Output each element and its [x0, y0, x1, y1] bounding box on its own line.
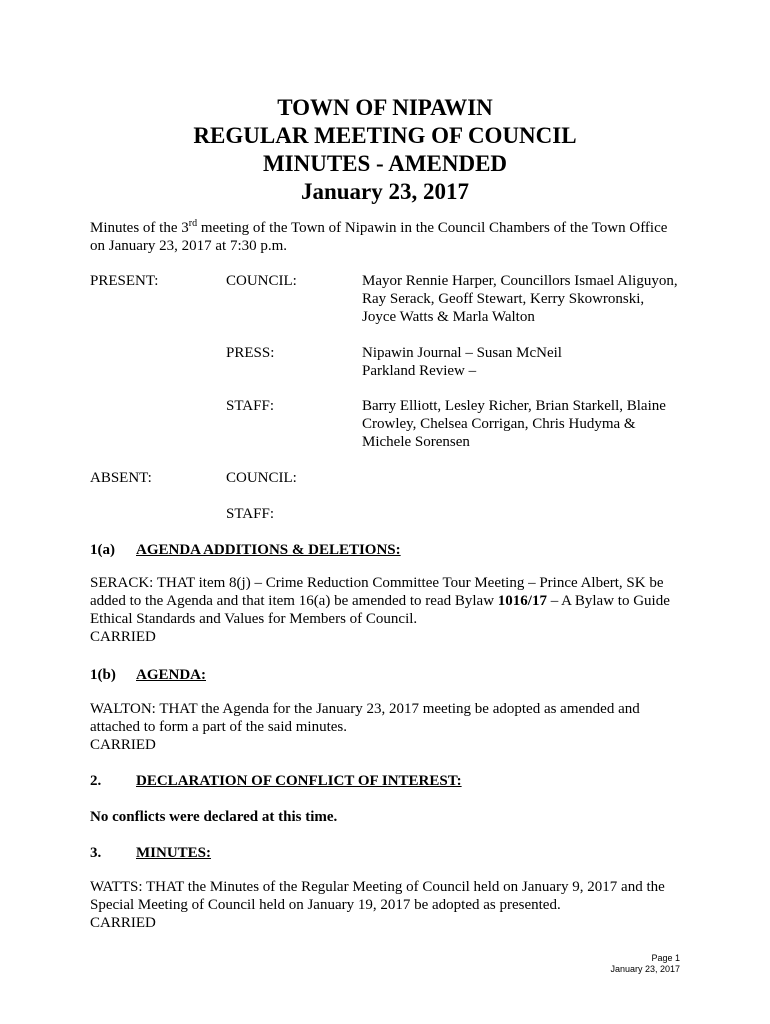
present-label: PRESENT:: [90, 273, 159, 289]
section-1a-carried: CARRIED: [90, 629, 156, 645]
section-3-carried: CARRIED: [90, 915, 156, 931]
section-3-line-2: Special Meeting of Council held on January 19, 2017 be adopted as presented.: [90, 897, 561, 913]
present-staff-label: STAFF:: [226, 398, 274, 414]
staff-line-2: Crowley, Chelsea Corrigan, Chris Hudyma &: [362, 416, 636, 432]
absent-label: ABSENT:: [90, 470, 152, 486]
staff-line-3: Michele Sorensen: [362, 434, 470, 450]
footer-page-number: Page 1: [651, 953, 680, 963]
bylaw-number: 1016/17: [497, 593, 547, 609]
section-1a-line-2-post: – A Bylaw to Guide: [546, 593, 670, 609]
present-press-label: PRESS:: [226, 345, 275, 361]
council-line-1: Mayor Rennie Harper, Councillors Ismael Aliguyon,: [362, 273, 678, 289]
section-1a-number: 1(a): [90, 542, 115, 558]
intro-text-2: meeting of the Town of Nipawin in the Council Chambers of the Town Office: [197, 220, 668, 236]
section-1a-line-2-pre: added to the Agenda and that item 16(a) be amended to read Bylaw: [90, 593, 498, 609]
present-press-names: [362, 344, 562, 380]
intro-paragraph: [90, 219, 690, 255]
section-1b-carried: CARRIED: [90, 737, 156, 753]
section-1b-body: [90, 700, 690, 754]
section-2-heading: DECLARATION OF CONFLICT OF INTEREST:: [136, 773, 462, 789]
document-title: [0, 94, 770, 206]
present-council-label: COUNCIL:: [226, 273, 297, 289]
intro-line-2: on January 23, 2017 at 7:30 p.m.: [90, 238, 288, 254]
council-line-2: Ray Serack, Geoff Stewart, Kerry Skowronski,: [362, 291, 645, 307]
title-line-1: TOWN OF NIPAWIN: [277, 95, 493, 120]
section-1b-line-1: WALTON: THAT the Agenda for the January 23, 2017 meeting be adopted as amended and: [90, 701, 640, 717]
footer-date: January 23, 2017: [610, 964, 680, 974]
section-3-heading: MINUTES:: [136, 845, 212, 861]
section-1a-body: [90, 574, 690, 646]
page-footer: [610, 953, 680, 975]
intro-text-1: Minutes of the 3: [90, 220, 189, 236]
press-line-1: Nipawin Journal – Susan McNeil: [362, 345, 562, 361]
council-line-3: Joyce Watts & Marla Walton: [362, 309, 535, 325]
section-1a-line-3: Ethical Standards and Values for Members of Council.: [90, 611, 418, 627]
section-2-body: No conflicts were declared at this time.: [90, 809, 338, 825]
present-staff-names: [362, 397, 666, 451]
section-1b-heading: AGENDA:: [136, 667, 206, 683]
section-3-number: 3.: [90, 845, 102, 861]
section-2-number: 2.: [90, 773, 102, 789]
section-1a-line-1: SERACK: THAT item 8(j) – Crime Reduction Committee Tour Meeting – Prince Albert, SK be: [90, 575, 664, 591]
present-council-names: [362, 272, 678, 326]
section-1b-line-2: attached to form a part of the said minutes.: [90, 719, 347, 735]
absent-staff-label: STAFF:: [226, 506, 274, 522]
title-line-2: REGULAR MEETING OF COUNCIL: [193, 123, 577, 148]
section-3-line-1: WATTS: THAT the Minutes of the Regular Meeting of Council held on January 9, 2017 and the: [90, 879, 665, 895]
absent-council-label: COUNCIL:: [226, 470, 297, 486]
section-1a-heading: AGENDA ADDITIONS & DELETIONS:: [136, 542, 401, 558]
staff-line-1: Barry Elliott, Lesley Richer, Brian Starkell, Blaine: [362, 398, 666, 414]
title-line-4: January 23, 2017: [300, 179, 470, 204]
section-3-body: [90, 878, 690, 932]
title-line-3: MINUTES - AMENDED: [262, 151, 508, 176]
press-line-2: Parkland Review –: [362, 363, 477, 379]
intro-superscript: rd: [188, 218, 198, 229]
section-1b-number: 1(b): [90, 667, 116, 683]
